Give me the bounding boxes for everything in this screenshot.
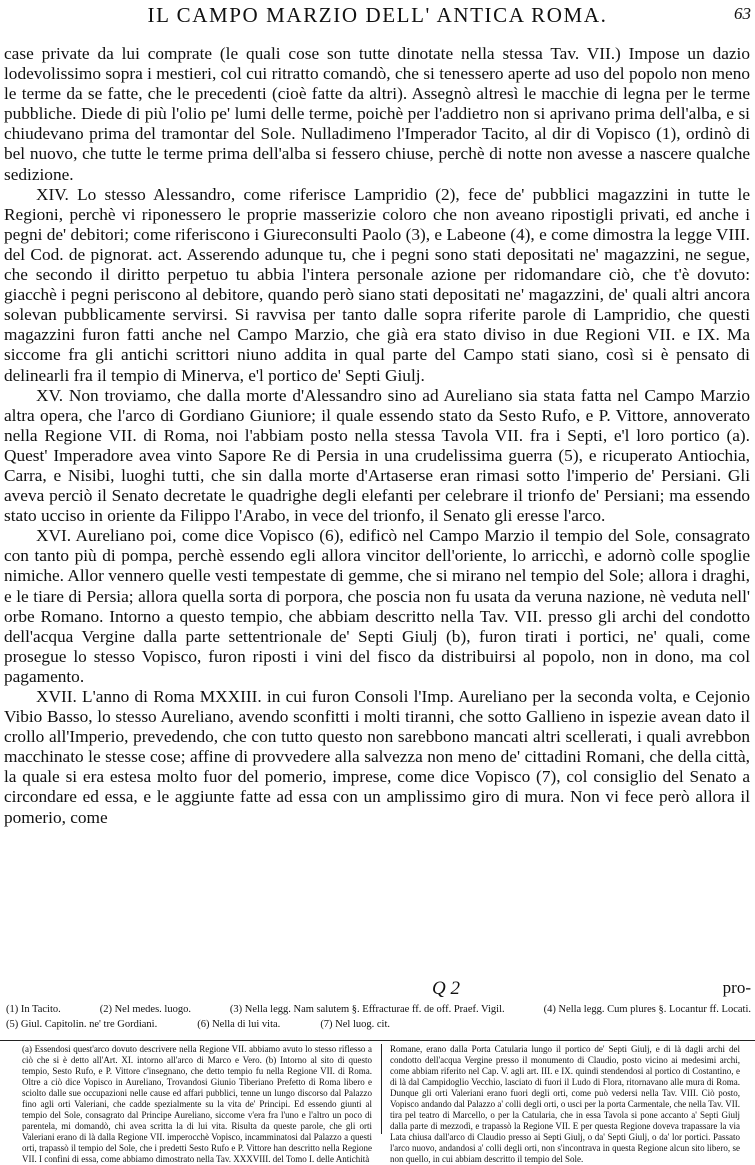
bottom-notes-left: (a) Essendosi quest'arco dovuto descrivere nella Regione VII. abbiamo avuto lo stesso riflesso a ciò che si è detto all'Art. XI. intorno all'arco di Marco e Vero. (b) Intorno al sito di questo tempio, Sesto Rufo, e P. Vittore c'insegnano, che detto tempio fu nella Regione VII. di Roma. Oltre a ciò dice Vopisco in Aureliano, Trovandosi Giunio Tiberiano Prefetto di Roma libero e sciolto dalle sue occupazioni nelle cause ed affari pubblici, tenne un lungo discorso dal Palazzo fino agli orti Valeriani, che cadde spezialmente su la vita de' Principi. Ed essendo giunti al tempio del Sole, consagrato dal Principe Aureliano, siccome v'era fra l'uno e l'altro un poco di parentela, mi domandò, chi avea scritta la di lui vita. Risulta da queste parole, che gli orti Valeriani erano di là dalla Regione VII. imperocchè Vopisco, incamminatosi dal Palazzo a questi orti, trapassò il tempio del Sole, che i predetti Sesto Rufo e P. Vittore han descritto nella Regione VII. I confini di essa, come abbiamo dimostrato nella Tav. XXXVIII. del Tomo I. delle Antichità xyxy=(22,1044,372,1164)
signature-row xyxy=(0,978,755,1000)
catchword: pro- xyxy=(722,978,751,997)
footnote: (1) In Tacito. xyxy=(6,1004,61,1015)
footnote: (5) Giul. Capitolin. ne' tre Gordiani. xyxy=(6,1019,158,1030)
paragraph-continuation: case private da lui comprate (le quali cose son tutte dinotate nella stessa Tav. VII.) Impose un dazio lodevolissimo sopra i mestieri, col cui ritratto comandò, che si tenessero aperte ad uso del popolo non meno le terme da se fatte, che le precedenti (cioè fatte da altri). Assegnò altresì le macchie di legna per le terme pubbliche. Diede di più l'olio pe' lumi delle terme, poichè per l'addietro non si aprivano prima dell'alba, e si chiudevano prima del tramontar del Sole. Nulladimeno l'Imperador Tacito, al dir di Vopisco (1), ordinò di bel nuovo, che tutte le terme prima dell'alba si fessero chiuse, perchè di notte non avesse a nascere qualche sedizione. xyxy=(4,44,750,184)
page-number: 63 xyxy=(734,4,751,23)
divider-rule xyxy=(0,1040,755,1041)
bottom-notes-right: Romane, erano dalla Porta Catularia lungo il portico de' Septi Giulj, e di là dagli archi del condotto dell'acqua Vergine presso il monumento di Claudio, posto vicino ai medesimi archi, come abbiam riferito nel Cap. V. agli art. III. e IX. quindi stendendosi al portico di Costantino, e di là dal Campidoglio Vecchio, lasciato di fuori il Ludo di Flora, ritornavano alle mura di Roma. Dunque gli orti Valeriani erano fuori degli orti, come può vedersi nella Tav. VIII. Ciò posto, Vopisco andando dal Palazzo a' colli degli orti, o usci per la porta Carmentale, che nella Tav. VII. tira pel teatro di Marcello, o per la Catularia, che in essa Tavola si pone accanto a' Septi Giulj dalla parte di mezzodì, e trapassò la Regione VII. E per questa Regione doveva trapassare la via Lata chiusa dall'arco di Claudio presso ai Septi Giulj, o da' Septi Giulj, o da' lor portici. Passato l'arco nuovo, andandosi a' colli degli orti, non s'incontrava in questa Regione alcun sito libero, se non quello, in cui abbiam descritto il tempio del Sole. xyxy=(390,1044,740,1164)
footnote-row xyxy=(6,1002,751,1017)
footnote: (2) Nel medes. luogo. xyxy=(99,1004,191,1015)
footnote: (7) Nel luog. cit. xyxy=(320,1019,391,1030)
column-divider xyxy=(381,1044,382,1134)
footnote: (6) Nella di lui vita. xyxy=(197,1019,281,1030)
footnotes xyxy=(6,1002,751,1032)
footnote: (3) Nella legg. Nam salutem §. Effracturae ff. de off. Praef. Vigil. xyxy=(229,1004,505,1015)
running-title: IL CAMPO MARZIO DELL' ANTICA ROMA. xyxy=(147,3,608,27)
page-header xyxy=(0,2,755,28)
paragraph-xvi: XVI. Aureliano poi, come dice Vopisco (6), edificò nel Campo Marzio il tempio del Sole, consagrato con tanto più di pompa, perchè essendo egli allora vincitor dell'oriente, lo arricchì, e adornò colle spoglie nimiche. Allor vennero quelle vesti tempestate di gemme, che si mirano nel tempio del Sole; allora i draghi, e le tiare di Persia; allora quella sorta di porpora, che poscia non fu usata da veruna nazione, nè veduta nell' orbe Romano. Intorno a questo tempio, che abbiam descritto nella Tav. VII. presso gli archi del condotto dell'acqua Vergine dalla parte settentrionale de' Septi Giulj (b), furon tirati i portici, ne' quali, come prosegue lo stesso Vopisco, furon riposti i vini del fisco da distribuirsi al popolo, non in dono, ma col pagamento. xyxy=(4,526,750,686)
paragraph-xiv: XIV. Lo stesso Alessandro, come riferisce Lampridio (2), fece de' pubblici magazzini in tutte le Regioni, perchè vi riponessero le proprie masserizie coloro che non aveano ripostigli privati, ed anche i pegni de' debitori; come riferiscono i Giureconsulti Paolo (3), e Labeone (4), e come dimostra la legge VIII. del Cod. de pignorat. act. Asserendo adunque tu, che i pegni sono stati depositati ne' magazzini, ne segue, che secondo il diritto perpetuo tu abbia l'intera personale azione per ridomandare ciò, che t'è dovuto: giacchè i pegni periscono al debitore, quando però siano stati depositati ne' magazzini, de' quali altri ancora solevan pubblicamente servirsi. Si ravvisa per tanto dalle sopra riferite parole di Lampridio, che questi magazzini furon fatti anche nel Campo Marzio, che già era stato diviso in due Regioni VII. e IX. Ma siccome fra gli antichi scrittori niuno addita in qual parte del Campo stati siano, così si è pensato di delinearli fra il tempio di Minerva, e'l portico de' Septi Giulj. xyxy=(4,184,750,385)
bottom-notes xyxy=(22,1044,740,1164)
paragraph-xvii: XVII. L'anno di Roma MXXIII. in cui furon Consoli l'Imp. Aureliano per la seconda volta, e Cejonio Vibio Basso, lo stesso Aureliano, avendo sconfitti i molti tiranni, che sotto Gallieno in ispezie avean dato il crollo all'Imperio, prevedendo, che con tutto questo non sarebbono mancati altri scellerati, i quali avrebbon macchinato le stesse cose; affine di provvedere alla salvezza non meno de' cittadini Romani, che della città, la quale si era estesa molto fuor del pomerio, imprese, come dice Vopisco (7), col consiglio del Senato a circondare ed essa, e le aggiunte fatte ad essa con un amplissimo giro di mura. Non vi fece però allora il pomerio, come xyxy=(4,687,750,827)
main-text xyxy=(4,44,750,828)
footnote-row xyxy=(6,1017,751,1032)
footnote: (4) Nella legg. Cum plures §. Locantur ff. Locati. xyxy=(543,1004,751,1015)
paragraph-xv: XV. Non troviamo, che dalla morte d'Alessandro sino ad Aureliano sia stata fatta nel Campo Marzio altra opera, che l'arco di Gordiano Giuniore; il quale essendo stato da Sesto Rufo, e P. Vittore, annoverato nella Regione VII. di Roma, noi l'abbiam posto nella stessa Tavola VII. fra i Septi, e'l loro portico (a). Quest' Imperadore avea vinto Sapore Re di Persia in una crudelissima guerra (5), e ricuperato Antiochia, Carra, e Nisibi, luoghi tutti, che sin dalla morte d'Artaserse eran rimasi sotto l'imperio de' Persiani. Gli aveva perciò il Senato decretate le quadrighe degli elefanti per celebrare il trionfo de' Persiani; ma essendo stato ucciso in oriente da Filippo l'Arabo, in vece del trionfo, il Senato gli eresse l'arco. xyxy=(4,385,750,526)
signature-mark: Q 2 xyxy=(432,978,460,999)
